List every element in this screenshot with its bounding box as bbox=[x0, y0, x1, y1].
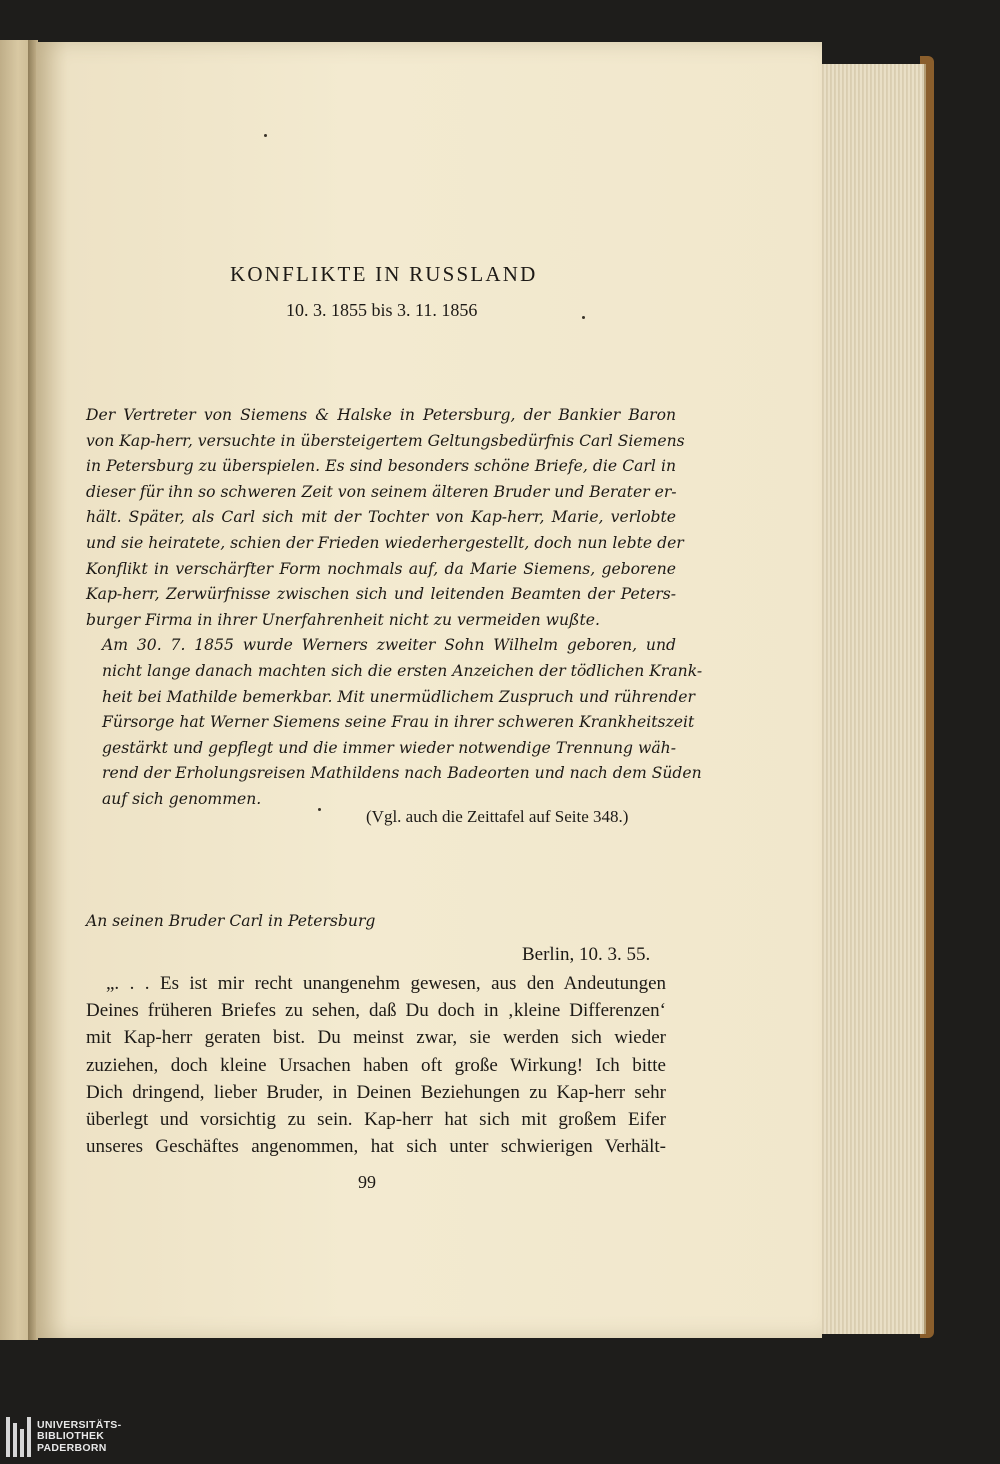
library-logo-text bbox=[37, 1420, 121, 1455]
cross-reference: (Vgl. auch die Zeittafel auf Seite 348.) bbox=[366, 807, 629, 826]
text-line: Am 30. 7. 1855 wurde Werners zweiter Sohn Wilhelm geboren, und bbox=[102, 636, 676, 655]
text-line: Deines früheren Briefes zu sehen, daß Du doch in ‚kleine Differenzen‘ bbox=[86, 1000, 666, 1022]
text-line: heit bei Mathilde bemerkbar. Mit unermüdlichem Zuspruch und rührender bbox=[102, 687, 695, 706]
letter-body bbox=[86, 970, 666, 1160]
library-logo bbox=[6, 1414, 121, 1460]
chapter-title: KONFLIKTE IN RUSSLAND bbox=[230, 262, 538, 286]
letter-place-date: Berlin, 10. 3. 55. bbox=[522, 944, 651, 965]
intro-paragraph-2 bbox=[86, 633, 703, 812]
text-line: nicht lange danach machten sich die ersten Anzeichen der tödlichen Krank- bbox=[102, 661, 703, 680]
page-stack-edge bbox=[812, 64, 926, 1334]
letter-recipient: An seinen Bruder Carl in Petersburg bbox=[86, 912, 376, 930]
text-line: mit Kap-herr geraten bist. Du meinst zwar, sie werden sich wieder bbox=[86, 1027, 666, 1049]
chapter-introduction bbox=[86, 403, 703, 813]
logo-line: PADERBORN bbox=[37, 1441, 107, 1454]
text-line: hält. Später, als Carl sich mit der Tochter von Kap-herr, Marie, verlobte bbox=[86, 508, 676, 527]
text-line: in Petersburg zu überspielen. Es sind besonders schöne Briefe, die Carl in bbox=[86, 457, 676, 476]
logo-line: BIBLIOTHEK bbox=[37, 1430, 105, 1443]
text-line: von Kap-herr, versuchte in übersteigertem Geltungsbedürfnis Carl Siemens bbox=[86, 431, 685, 450]
text-line: überlegt und vorsichtig zu sein. Kap-herr hat sich mit großem Eifer bbox=[86, 1109, 666, 1131]
page-speck bbox=[582, 316, 585, 319]
text-line: Fürsorge hat Werner Siemens seine Frau in ihrer schweren Krankheitszeit bbox=[102, 713, 695, 732]
text-line: burger Firma in ihrer Unerfahrenheit nicht zu vermeiden wußte. bbox=[86, 610, 600, 629]
left-page-edge bbox=[0, 40, 30, 1340]
text-line: Dich dringend, lieber Bruder, in Deinen Beziehungen zu Kap-herr sehr bbox=[86, 1081, 666, 1103]
page-speck bbox=[264, 134, 267, 137]
text-line: und sie heiratete, schien der Frieden wiederhergestellt, doch nun lebte der bbox=[86, 533, 684, 552]
text-line: dieser für ihn so schweren Zeit von seinem älteren Bruder und Berater er- bbox=[86, 482, 677, 501]
text-line: rend der Erholungsreisen Mathildens nach Badeorten und nach dem Süden bbox=[102, 764, 702, 783]
text-line: gestärkt und gepflegt und die immer wieder notwendige Trennung wäh- bbox=[102, 738, 676, 757]
chapter-date-range: 10. 3. 1855 bis 3. 11. 1856 bbox=[286, 300, 478, 320]
intro-paragraph-1 bbox=[86, 403, 685, 633]
text-line: Kap-herr, Zerwürfnisse zwischen sich und leitenden Beamten der Peters- bbox=[86, 585, 676, 604]
text-line: Der Vertreter von Siemens & Halske in Petersburg, der Bankier Baron bbox=[86, 406, 676, 424]
library-logo-icon bbox=[6, 1417, 31, 1457]
text-line: unseres Geschäftes angenommen, hat sich unter schwierigen Verhält- bbox=[86, 1136, 666, 1158]
text-line: Konflikt in verschärfter Form nochmals auf, da Marie Siemens, geborene bbox=[86, 559, 676, 578]
text-line: „. . . Es ist mir recht unangenehm gewesen, aus den Andeutungen bbox=[106, 973, 666, 994]
logo-line: UNIVERSITÄTS- bbox=[37, 1418, 122, 1431]
text-line: zuziehen, doch kleine Ursachen haben oft große Wirkung! Ich bitte bbox=[86, 1054, 666, 1076]
page-number: 99 bbox=[358, 1172, 376, 1192]
text-line: auf sich genommen. bbox=[102, 789, 262, 808]
